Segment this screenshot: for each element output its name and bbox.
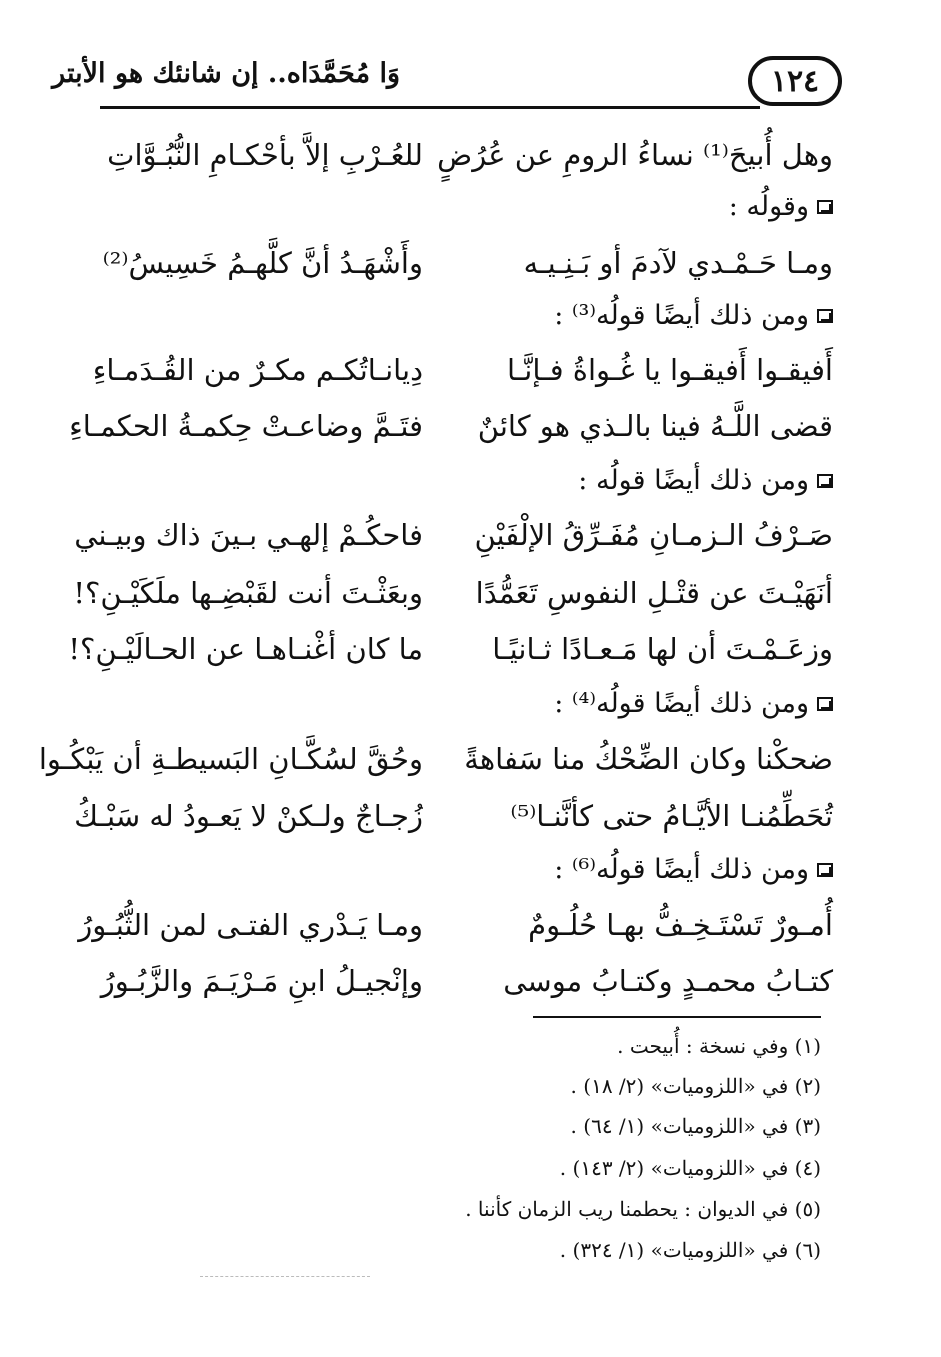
verse-intro: [453, 841, 833, 899]
first-hemistich: ومـا حَـمْـدي لآدمَ أو بَـنِـيـه: [523, 246, 833, 280]
checkbox-marker-icon: [817, 474, 833, 488]
footnote: (٣) في «اللزوميات» (١/ ٦٤) .: [570, 1114, 821, 1138]
second-hemistich: فاحكُـمْ إلهـي بـينَ ذاك وبيـني: [74, 518, 423, 552]
footnote: (١) وفي نسخة : أُبيحت .: [617, 1034, 821, 1058]
first-hemistich: أُمـورٌ تَسْتَـخِـفُّ بهـا حُلُـومٌ: [528, 908, 833, 942]
verse-line: [0, 896, 941, 954]
first-hemistich: تُحَطِّمُنـا الأيَّـامُ حتى كأنَّنـا⁽⁵⁾: [510, 799, 833, 833]
first-hemistich: أنَهَيْـتَ عن قتْـلِ النفوسِ تَعَمُّدًا: [475, 576, 833, 610]
verse-intro: [453, 287, 833, 345]
verse-line: [0, 397, 941, 455]
verse-line: [0, 787, 941, 845]
footnote: (٦) في «اللزوميات» (١/ ٣٢٤) .: [559, 1238, 821, 1262]
intro-text: ومن ذلك أيضًا قولُه :: [578, 465, 809, 496]
second-hemistich: زُجـاجٌ ولـكنْ لا يَعـودُ له سَبْـكُ: [74, 799, 423, 833]
intro-text: ومن ذلك أيضًا قولُه⁽⁴⁾ :: [554, 688, 809, 719]
second-hemistich: ما كان أغْنـاهـا عن الحـالَيْـنِ؟!: [68, 632, 423, 666]
running-title: وَا مُحَمَّدَاه.. إن شانئك هو الأبتر: [52, 58, 400, 89]
footnote: (٢) في «اللزوميات» (٢/ ١٨) .: [570, 1074, 821, 1098]
second-hemistich: وبعَثْـتَ أنت لقَبْضِـها ملَكَيْـنِ؟!: [73, 576, 423, 610]
scan-artifact: [200, 1276, 370, 1277]
verse-line: [0, 564, 941, 622]
verse-line: [0, 506, 941, 564]
second-hemistich: وحُقَّ لسُكَّـانِ البَسيطـةِ أن يَبْكُـوا: [38, 742, 423, 776]
footnote: (٥) في الديوان : يحطمنا ريب الزمان كأننا .: [465, 1197, 821, 1221]
checkbox-marker-icon: [817, 200, 833, 214]
intro-text: ومن ذلك أيضًا قولُه⁽³⁾ :: [554, 300, 809, 331]
first-hemistich: وهل أُبيحَ⁽¹⁾ نساءُ الرومِ عن عُرُضٍ: [437, 138, 833, 172]
second-hemistich: وإنْجيـلُ ابنِ مَـرْيَـمَ والزَّبُـورُ: [100, 964, 423, 998]
first-hemistich: أَفيقـوا أَفيقـوا يا غُـواةُ فـإنَّـا: [506, 353, 833, 387]
header-rule: [100, 106, 760, 109]
intro-text: ومن ذلك أيضًا قولُه⁽⁶⁾ :: [554, 854, 809, 885]
checkbox-marker-icon: [817, 697, 833, 711]
first-hemistich: ضحكْنا وكان الضِّحْكُ منا سَفاهةً: [464, 742, 833, 776]
second-hemistich: دِيانـاتُكـم مكـرٌ من القُـدَمـاءِ: [92, 353, 423, 387]
first-hemistich: وزعَـمْـتَ أن لها مَـعـادًا ثـانيًـا: [492, 632, 833, 666]
page-number: ١٢٤: [748, 56, 842, 106]
second-hemistich: ومـا يَـدْري الفتـى لمن الثُّبُـورُ: [78, 908, 423, 942]
verse-line: [0, 234, 941, 292]
verse-intro: [453, 178, 833, 236]
second-hemistich: فتَـمَّ وضاعـتْ حِكمـةُ الحكمـاءِ: [69, 409, 423, 443]
verse-line: [0, 126, 941, 184]
verse-line: [0, 620, 941, 678]
first-hemistich: صَـرْفُ الـزمـانِ مُفَـرِّقُ الإلْفَيْنِ: [474, 518, 833, 552]
checkbox-marker-icon: [817, 863, 833, 877]
first-hemistich: قضى اللَّـهُ فينا بالـذي هو كائنٌ: [477, 409, 833, 443]
second-hemistich: للعُـرْبِ إلاَّ بأحْكـامِ النُّبُـوَّاتِ: [107, 138, 423, 172]
first-hemistich: كتـابُ محمـدٍ وكتـابُ موسى: [503, 964, 833, 998]
intro-text: وقولُه :: [728, 191, 809, 222]
verse-line: [0, 341, 941, 399]
verse-intro: [453, 452, 833, 510]
footnote-separator: [533, 1016, 821, 1018]
verse-line: [0, 952, 941, 1010]
verse-intro: [453, 675, 833, 733]
footnote: (٤) في «اللزوميات» (٢/ ١٤٣) .: [559, 1156, 821, 1180]
second-hemistich: وأَشْهَـدُ أنَّ كلَّهـمُ خَسِيسُ⁽²⁾: [102, 246, 423, 280]
checkbox-marker-icon: [817, 309, 833, 323]
verse-line: [0, 730, 941, 788]
